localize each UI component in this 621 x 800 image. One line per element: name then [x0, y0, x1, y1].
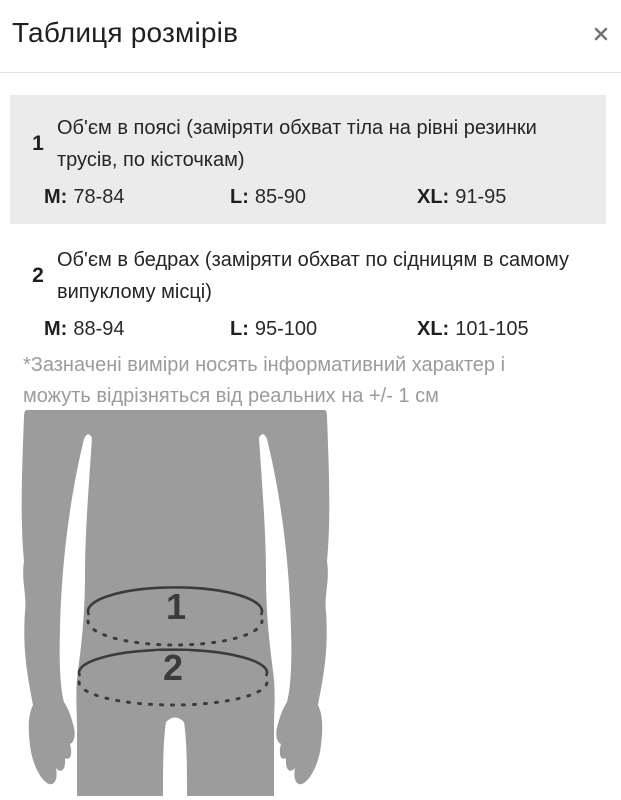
size-entry-xl	[417, 184, 586, 210]
hips-marker-label: 2	[162, 647, 184, 688]
size-entry-m	[44, 316, 230, 342]
measure-description: Об'єм в поясі (заміряти обхват тіла на рівні резинки трусів, по кісточкам)	[57, 117, 537, 171]
body-measurement-figure	[0, 408, 621, 798]
size-label: XL:	[417, 186, 450, 208]
sizes-row	[44, 316, 586, 342]
disclaimer-note: *Зазначені виміри носять інформативний характер і можуть відрізняться від реальних на +/- 1 см	[23, 354, 506, 407]
measure-number: 2	[32, 264, 44, 287]
measure-row	[19, 112, 586, 176]
size-label: M:	[44, 186, 68, 208]
size-entry-l	[230, 316, 417, 342]
size-label: L:	[230, 186, 249, 208]
size-value: 78-84	[73, 186, 125, 208]
size-value: 95-100	[254, 318, 318, 340]
size-section-hips	[10, 244, 606, 342]
sizes-row	[44, 184, 586, 210]
modal-header	[0, 0, 621, 73]
size-value: 85-90	[254, 186, 307, 208]
size-entry-m	[44, 184, 230, 210]
measure-number: 1	[32, 132, 44, 155]
size-value: 91-95	[455, 186, 507, 208]
size-section-waist	[10, 95, 606, 224]
size-entry-xl	[417, 316, 586, 342]
size-label: XL:	[417, 318, 450, 340]
close-icon	[593, 26, 609, 42]
body-diagram	[0, 408, 350, 798]
size-value: 101-105	[455, 318, 529, 340]
size-label: L:	[230, 318, 249, 340]
close-button[interactable]	[587, 20, 615, 48]
size-entry-l	[230, 184, 417, 210]
waist-marker-label: 1	[165, 586, 187, 627]
page-title: Таблиця розмірів	[12, 17, 239, 48]
measure-description: Об'єм в бедрах (заміряти обхват по сідницям в самому випуклому місці)	[57, 249, 569, 303]
size-value: 88-94	[73, 318, 125, 340]
size-label: M:	[44, 318, 68, 340]
measure-row	[19, 244, 586, 308]
